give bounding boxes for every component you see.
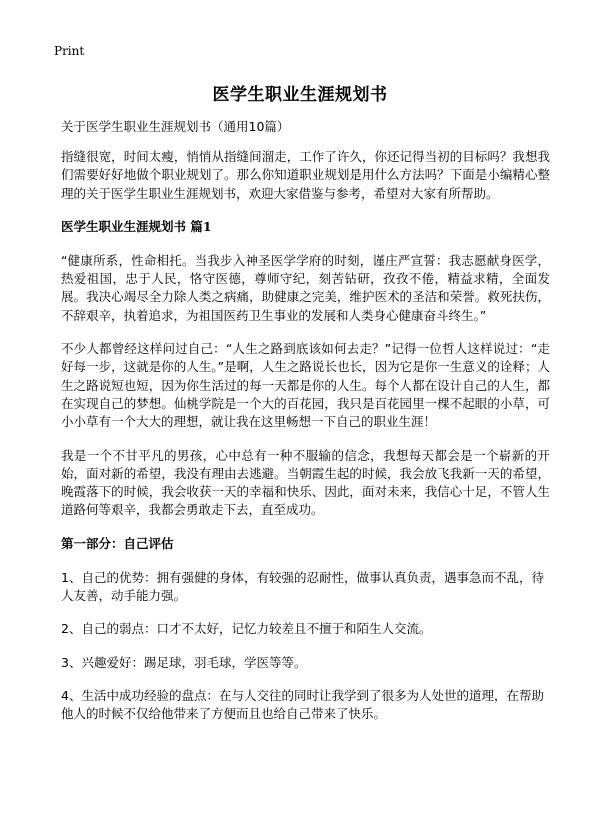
part-heading: 第一部分：自己评估 bbox=[61, 535, 174, 551]
document-body bbox=[61, 118, 550, 739]
print-link[interactable]: Print bbox=[54, 44, 85, 58]
list-item-experience: 4、生活中成功经验的盘点：在与人交往的同时让我学到了很多为人处世的道理，在帮助他人的时候不仅给他带来了方便而且也给自己带来了快乐。 bbox=[61, 687, 544, 722]
list-item-hobbies: 3、兴趣爱好：踢足球，羽毛球，学医等等。 bbox=[61, 654, 307, 670]
list-item-strengths: 1、自己的优势：拥有强健的身体，有较强的忍耐性，做事认真负责，遇事急而不乱，待人友善，动手能力强。 bbox=[61, 569, 544, 604]
list-item-weaknesses: 2、自己的弱点：口才不太好，记忆力较差且不擅于和陌生人交流。 bbox=[61, 621, 432, 637]
body-paragraph-oath: “健康所系，性命相托。当我步入神圣医学学府的时刻，谨庄严宣誓：我志愿献身医学，热爱祖国，忠于人民，恪守医德，尊师守纪，刻苦钻研，孜孜不倦，精益求精，全面发展。我决心竭尽全力除人类之病痛，助健康之完美，维护医术的圣洁和荣誉。救死扶伤，不辞艰辛，执着追求，为祖国医药卫生事业的发展和人类身心健康奋斗终生。” bbox=[61, 252, 550, 323]
intro-paragraph: 指缝很宽，时间太瘦，悄悄从指缝间溜走，工作了许久，你还记得当初的目标吗？我想我们需要好好地做个职业规划了。那么你知道职业规划是用什么方法吗？下面是小编精心整理的关于医学生职业生涯规划书，欢迎大家借鉴与参考，希望对大家有所帮助。 bbox=[61, 149, 550, 201]
body-paragraph-self-intro: 我是一个不甘平凡的男孩，心中总有一种不服输的信念，我想每天都会是一个崭新的开始，面对新的希望，我没有理由去逃避。当朝霞生起的时候，我会放飞我新一天的希望，晚霞落下的时候，我会收获一天的幸福和快乐、因此，面对未来，我信心十足，不管人生道路何等艰辛，我都会勇敢走下去，直至成功。 bbox=[61, 447, 550, 518]
document-subtitle: 关于医学生职业生涯规划书（通用10篇） bbox=[61, 119, 290, 134]
page-title: 医学生职业生涯规划书 bbox=[212, 85, 388, 105]
body-paragraph-life-path: 不少人都曾经这样问过自己：“人生之路到底该如何去走？”记得一位哲人这样说过：“走好每一步，这就是你的人生。”是啊，人生之路说长也长，因为它是你一生意义的诠释；人生之路说短也短，因为你生活过的每一天都是你的人生。每个人都在设计自己的人生，都在实现自己的梦想。仙桃学院是一个大的百花园，我只是百花园里一棵不起眼的小草，可小小草有一个大大的理想，就让我在这里畅想一下自己的职业生涯！ bbox=[61, 341, 550, 430]
section-heading: 医学生职业生涯规划书 篇1 bbox=[61, 218, 212, 234]
